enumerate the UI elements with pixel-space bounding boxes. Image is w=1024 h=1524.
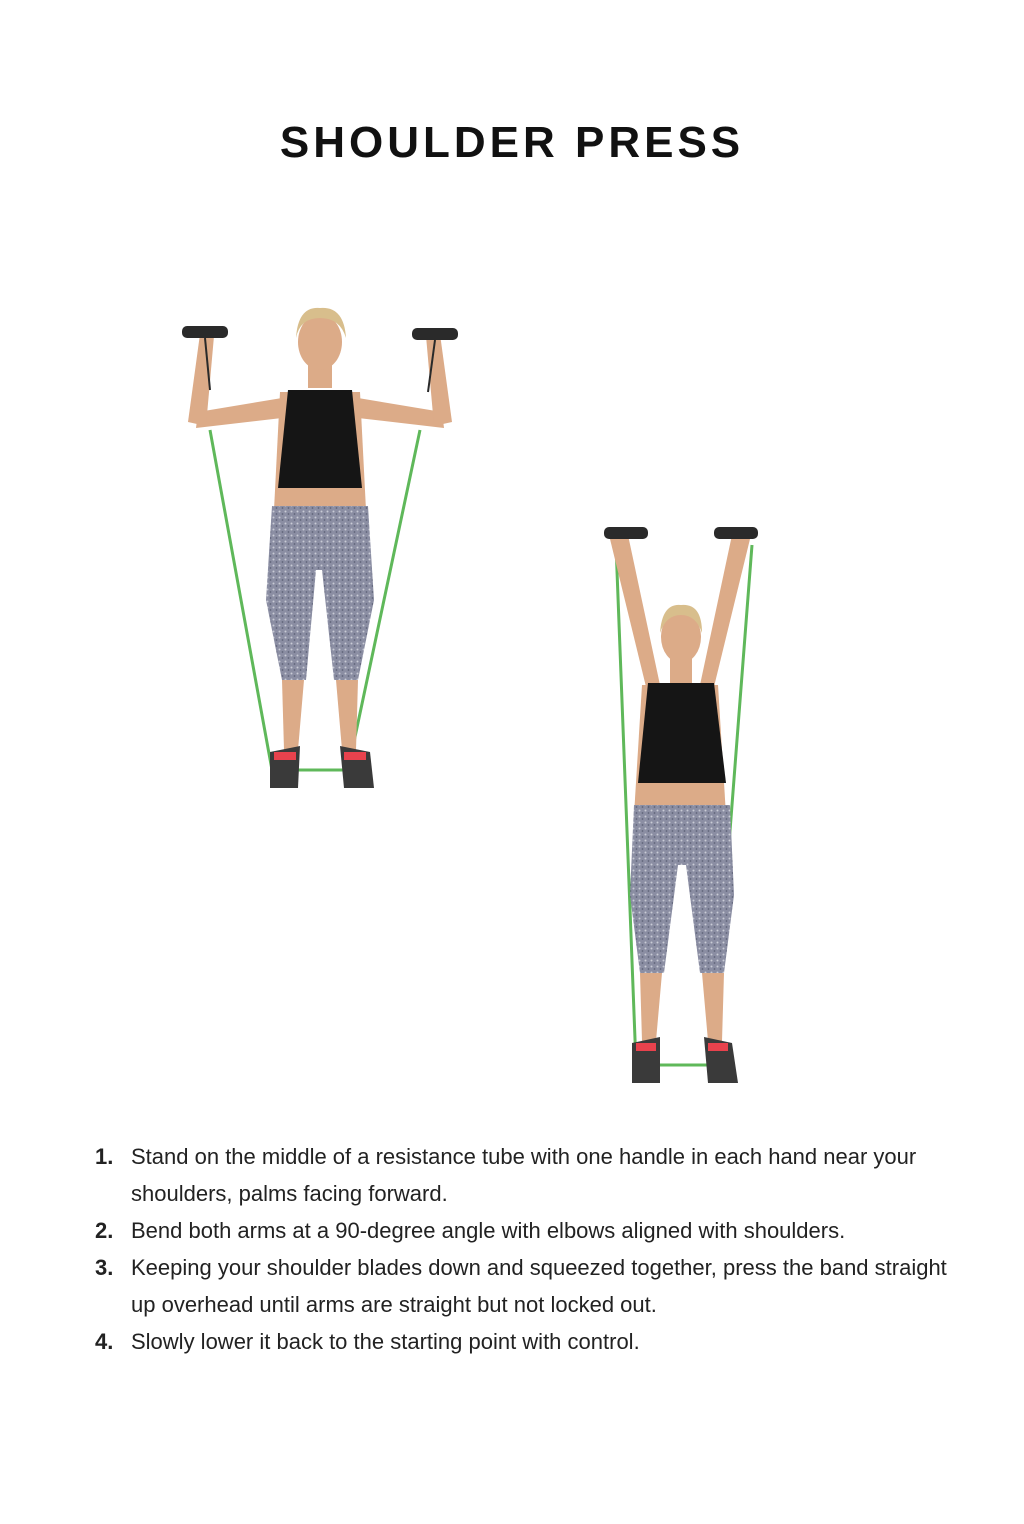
right-handle: [412, 328, 458, 340]
step-number: 3.: [95, 1255, 114, 1280]
right-upper-arm: [358, 398, 444, 428]
leggings: [266, 506, 374, 680]
crop-top: [278, 390, 362, 488]
step-text: Keeping your shoulder blades down and squeezed together, press the band straight up overhead until arms are straight but not locked out.: [131, 1255, 947, 1317]
start-position-photo: [170, 300, 470, 795]
instruction-steps: [95, 1138, 955, 1360]
end-position-illustration: [590, 515, 770, 1090]
step-text: Slowly lower it back to the starting point with control.: [131, 1329, 640, 1354]
leggings: [630, 805, 734, 973]
left-upper-arm: [196, 398, 282, 428]
step-1: [95, 1138, 955, 1212]
page-title: SHOULDER PRESS: [279, 118, 745, 167]
crop-top: [638, 683, 726, 783]
step-number: 1.: [95, 1144, 114, 1169]
step-text: Bend both arms at a 90-degree angle with elbows aligned with shoulders.: [131, 1218, 846, 1243]
step-text: Stand on the middle of a resistance tube with one handle in each hand near your shoulders, palms facing forward.: [131, 1144, 917, 1206]
step-2: [95, 1212, 955, 1249]
step-4: [95, 1323, 955, 1360]
start-position-illustration: [170, 300, 470, 795]
step-number: 4.: [95, 1329, 114, 1354]
left-handle: [182, 326, 228, 338]
right-handle: [714, 527, 758, 539]
left-handle: [604, 527, 648, 539]
step-3: [95, 1249, 955, 1323]
end-position-photo: [590, 515, 770, 1090]
step-number: 2.: [95, 1218, 114, 1243]
